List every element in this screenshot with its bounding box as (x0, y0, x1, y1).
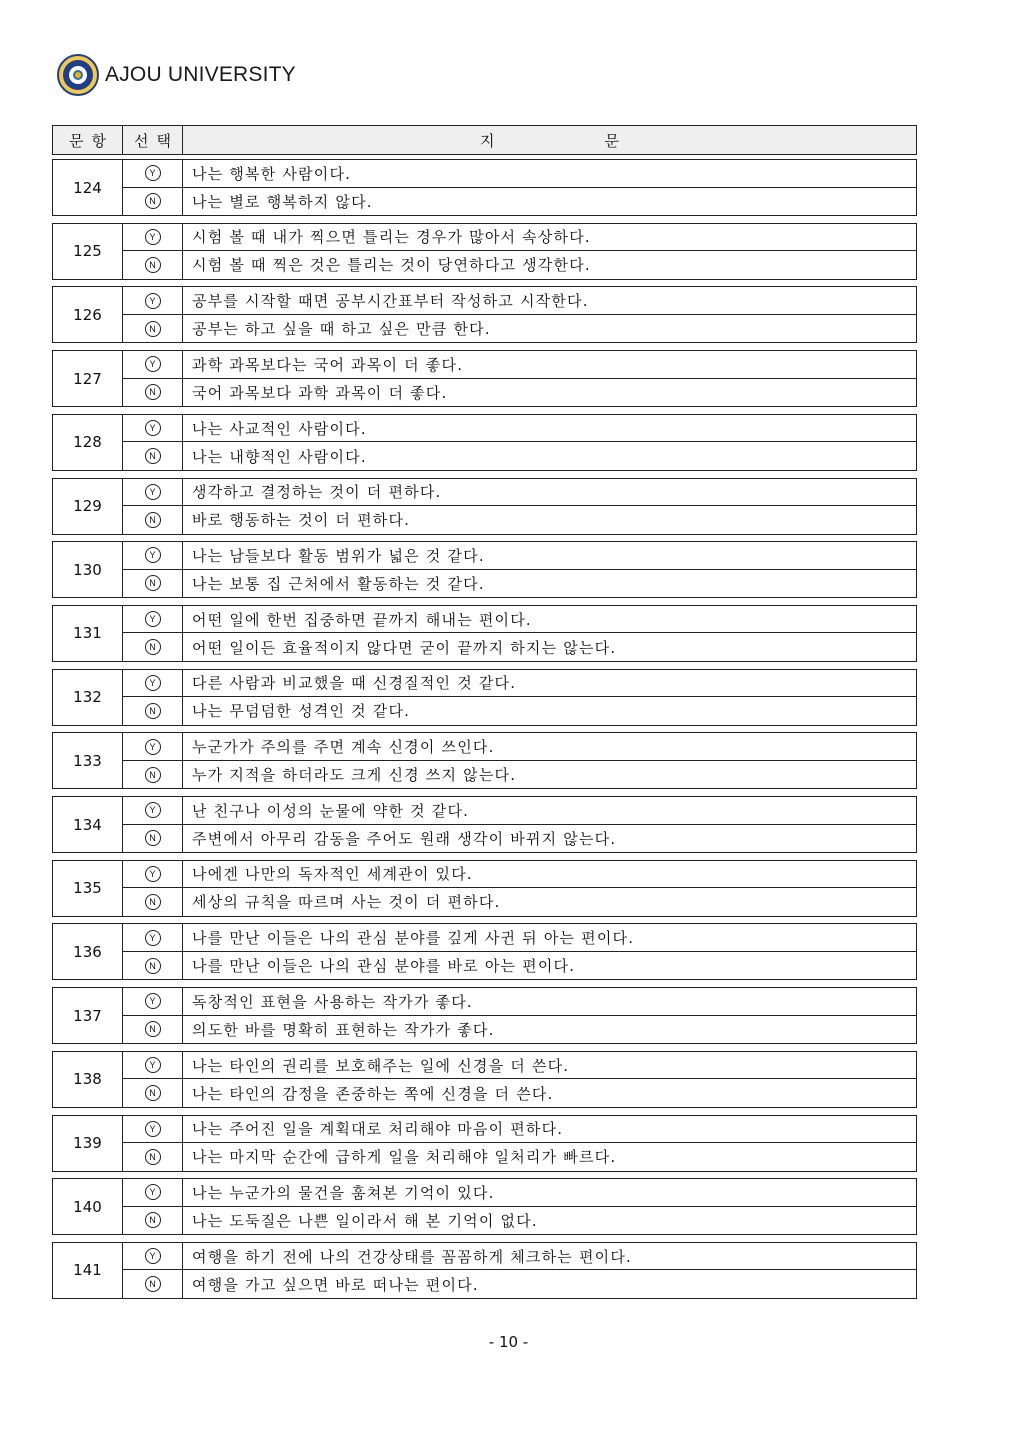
yes-option[interactable] (123, 797, 183, 825)
yes-statement: 여행을 하기 전에 나의 건강상태를 꼼꼼하게 체크하는 편이다. (183, 1243, 916, 1271)
question-row (52, 605, 917, 662)
no-mark-icon: N (145, 448, 161, 464)
question-row (52, 286, 917, 343)
yes-statement: 나는 남들보다 활동 범위가 넓은 것 같다. (183, 542, 916, 570)
no-mark-icon: N (145, 1276, 161, 1292)
yes-option[interactable] (123, 1243, 183, 1271)
no-statement: 주변에서 아무리 감동을 주어도 원래 생각이 바뀌지 않는다. (192, 829, 617, 848)
yes-option[interactable] (123, 287, 183, 315)
no-statement: 나는 마지막 순간에 급하게 일을 처리해야 일처리가 빠르다. (192, 1148, 617, 1167)
no-statement: 의도한 바를 명확히 표현하는 작가가 좋다. (192, 1020, 495, 1039)
no-option[interactable] (123, 825, 183, 853)
question-number: 128 (53, 415, 123, 470)
yes-mark-icon: Y (145, 484, 161, 500)
question-row (52, 732, 917, 789)
header-logo (57, 53, 296, 97)
no-option[interactable] (123, 251, 183, 279)
yes-mark-icon: Y (145, 547, 161, 563)
yes-mark-icon: Y (145, 356, 161, 372)
no-mark-icon: N (145, 193, 161, 209)
no-option[interactable] (123, 888, 183, 916)
column-header-text-1: 지 (480, 131, 495, 150)
no-option[interactable] (123, 1143, 183, 1171)
no-statement: 나는 별로 행복하지 않다. (192, 192, 373, 211)
no-option[interactable] (123, 1207, 183, 1235)
yes-statement: 생각하고 결정하는 것이 더 편하다. (183, 479, 916, 507)
yes-statement: 과학 과목보다는 국어 과목이 더 좋다. (183, 351, 916, 379)
yes-mark-icon: Y (145, 802, 161, 818)
page-number: - 10 - (488, 1333, 529, 1351)
yes-mark-icon: Y (145, 420, 161, 436)
university-name: AJOU UNIVERSITY (105, 63, 296, 86)
question-number: 124 (53, 160, 123, 215)
no-statement: 세상의 규칙을 따르며 사는 것이 더 편하다. (192, 893, 501, 912)
yes-statement: 다른 사람과 비교했을 때 신경질적인 것 같다. (183, 670, 916, 698)
no-mark-icon: N (145, 1149, 161, 1165)
no-mark-icon: N (145, 512, 161, 528)
question-row (52, 1051, 917, 1108)
question-number: 135 (53, 861, 123, 916)
question-row (52, 923, 917, 980)
yes-statement: 독창적인 표현을 사용하는 작가가 좋다. (183, 988, 916, 1016)
question-row (52, 223, 917, 280)
no-mark-icon: N (145, 321, 161, 337)
no-statement: 공부는 하고 싶을 때 하고 싶은 만큼 한다. (192, 320, 491, 339)
no-mark-icon: N (145, 257, 161, 273)
yes-statement: 시험 볼 때 내가 찍으면 틀리는 경우가 많아서 속상하다. (183, 224, 916, 252)
yes-option[interactable] (123, 351, 183, 379)
no-option[interactable] (123, 761, 183, 789)
yes-option[interactable] (123, 542, 183, 570)
no-mark-icon: N (145, 1021, 161, 1037)
yes-mark-icon: Y (145, 1057, 161, 1073)
yes-statement: 난 친구나 이성의 눈물에 약한 것 같다. (183, 797, 916, 825)
table-header (52, 125, 917, 155)
no-option[interactable] (123, 952, 183, 980)
no-option[interactable] (123, 188, 183, 216)
no-mark-icon: N (145, 384, 161, 400)
yes-statement: 나를 만난 이들은 나의 관심 분야를 깊게 사귄 뒤 아는 편이다. (183, 924, 916, 952)
yes-mark-icon: Y (145, 993, 161, 1009)
question-row (52, 987, 917, 1044)
question-number: 134 (53, 797, 123, 852)
question-row (52, 796, 917, 853)
yes-mark-icon: Y (145, 165, 161, 181)
yes-option[interactable] (123, 670, 183, 698)
column-header-item: 문항 (53, 126, 123, 154)
no-option[interactable] (123, 315, 183, 343)
no-option[interactable] (123, 633, 183, 661)
no-statement: 나는 내향적인 사람이다. (192, 447, 367, 466)
no-mark-icon: N (145, 575, 161, 591)
university-seal-icon (57, 54, 99, 96)
question-row (52, 1242, 917, 1299)
yes-mark-icon: Y (145, 866, 161, 882)
yes-option[interactable] (123, 1179, 183, 1207)
yes-mark-icon: Y (145, 739, 161, 755)
yes-mark-icon: Y (145, 930, 161, 946)
yes-statement: 나에겐 나만의 독자적인 세계관이 있다. (183, 861, 916, 889)
no-mark-icon: N (145, 958, 161, 974)
yes-option[interactable] (123, 224, 183, 252)
yes-option[interactable] (123, 606, 183, 634)
question-number: 138 (53, 1052, 123, 1107)
yes-option[interactable] (123, 861, 183, 889)
no-option[interactable] (123, 506, 183, 534)
yes-option[interactable] (123, 924, 183, 952)
no-mark-icon: N (145, 1212, 161, 1228)
yes-option[interactable] (123, 988, 183, 1016)
question-number: 131 (53, 606, 123, 661)
yes-option[interactable] (123, 1116, 183, 1144)
question-number: 125 (53, 224, 123, 279)
yes-option[interactable] (123, 479, 183, 507)
no-statement: 누가 지적을 하더라도 크게 신경 쓰지 않는다. (192, 766, 517, 785)
no-option[interactable] (123, 1079, 183, 1107)
question-row (52, 1115, 917, 1172)
yes-statement: 공부를 시작할 때면 공부시간표부터 작성하고 시작한다. (183, 287, 916, 315)
question-row (52, 159, 917, 216)
no-statement: 어떤 일이든 효율적이지 않다면 굳이 끝까지 하지는 않는다. (192, 638, 617, 657)
yes-mark-icon: Y (145, 1184, 161, 1200)
no-statement: 시험 볼 때 찍은 것은 틀리는 것이 당연하다고 생각한다. (192, 256, 591, 275)
no-statement: 나를 만난 이들은 나의 관심 분야를 바로 아는 편이다. (192, 957, 576, 976)
question-row (52, 1178, 917, 1235)
yes-statement: 나는 사교적인 사람이다. (183, 415, 916, 443)
yes-mark-icon: Y (145, 611, 161, 627)
no-statement: 국어 과목보다 과학 과목이 더 좋다. (192, 383, 448, 402)
column-header-text (183, 126, 916, 154)
no-option[interactable] (123, 379, 183, 407)
question-number: 137 (53, 988, 123, 1043)
question-number: 141 (53, 1243, 123, 1298)
no-option[interactable] (123, 1016, 183, 1044)
question-row (52, 860, 917, 917)
no-mark-icon: N (145, 830, 161, 846)
no-option[interactable] (123, 1270, 183, 1298)
no-statement: 나는 도둑질은 나쁜 일이라서 해 본 기억이 없다. (192, 1211, 538, 1230)
question-number: 133 (53, 733, 123, 788)
question-row (52, 350, 917, 407)
no-mark-icon: N (145, 1085, 161, 1101)
column-header-choice: 선택 (123, 126, 183, 154)
no-statement: 나는 무덤덤한 성격인 것 같다. (192, 702, 411, 721)
question-row (52, 541, 917, 598)
no-option[interactable] (123, 697, 183, 725)
question-number: 127 (53, 351, 123, 406)
question-number: 139 (53, 1116, 123, 1171)
question-number: 136 (53, 924, 123, 979)
question-number: 129 (53, 479, 123, 534)
no-mark-icon: N (145, 767, 161, 783)
question-row (52, 669, 917, 726)
yes-option[interactable] (123, 1052, 183, 1080)
yes-option[interactable] (123, 160, 183, 188)
question-number: 126 (53, 287, 123, 342)
no-option[interactable] (123, 442, 183, 470)
no-statement: 여행을 가고 싶으면 바로 떠나는 편이다. (192, 1275, 479, 1294)
yes-mark-icon: Y (145, 675, 161, 691)
no-mark-icon: N (145, 894, 161, 910)
question-number: 140 (53, 1179, 123, 1234)
question-number: 132 (53, 670, 123, 725)
yes-statement: 어떤 일에 한번 집중하면 끝까지 해내는 편이다. (183, 606, 916, 634)
yes-statement: 나는 누군가의 물건을 훔쳐본 기억이 있다. (183, 1179, 916, 1207)
yes-mark-icon: Y (145, 293, 161, 309)
yes-statement: 누군가가 주의를 주면 계속 신경이 쓰인다. (183, 733, 916, 761)
yes-option[interactable] (123, 415, 183, 443)
yes-mark-icon: Y (145, 229, 161, 245)
no-mark-icon: N (145, 639, 161, 655)
no-mark-icon: N (145, 703, 161, 719)
yes-option[interactable] (123, 733, 183, 761)
yes-statement: 나는 타인의 권리를 보호해주는 일에 신경을 더 쓴다. (183, 1052, 916, 1080)
no-statement: 나는 보통 집 근처에서 활동하는 것 같다. (192, 574, 485, 593)
yes-statement: 나는 주어진 일을 계획대로 처리해야 마음이 편하다. (183, 1116, 916, 1144)
question-row (52, 414, 917, 471)
yes-mark-icon: Y (145, 1248, 161, 1264)
yes-statement: 나는 행복한 사람이다. (183, 160, 916, 188)
no-statement: 바로 행동하는 것이 더 편하다. (192, 511, 411, 530)
no-option[interactable] (123, 570, 183, 598)
question-row (52, 478, 917, 535)
yes-mark-icon: Y (145, 1121, 161, 1137)
column-header-text-2: 문 (604, 131, 619, 150)
question-number: 130 (53, 542, 123, 597)
no-statement: 나는 타인의 감정을 존중하는 쪽에 신경을 더 쓴다. (192, 1084, 554, 1103)
